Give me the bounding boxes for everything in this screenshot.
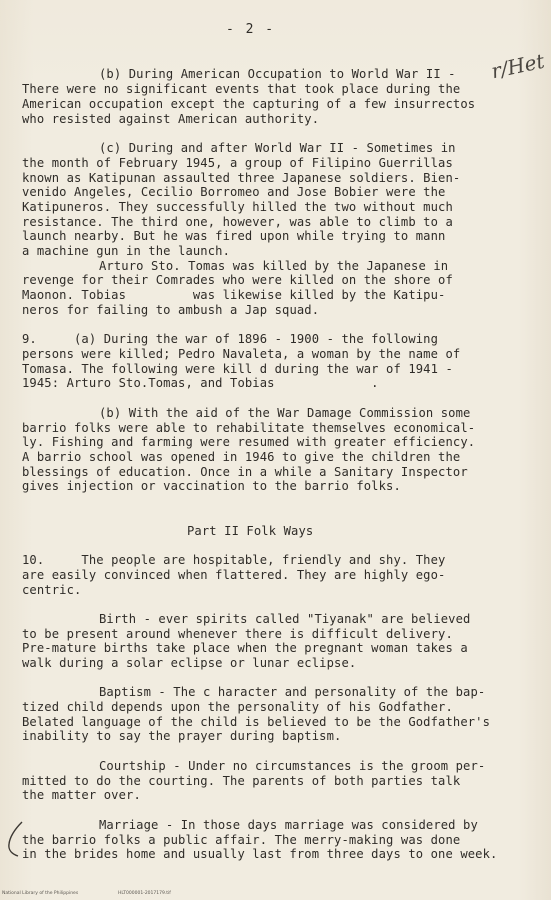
text-line: Maonon. Tobias was likewise killed by the Katipu- <box>22 288 446 302</box>
text-line: Baptism - The c haracter and personality of the bap- <box>99 685 486 699</box>
text-line: the month of February 1945, a group of Filipino Guerrillas <box>22 156 453 170</box>
text-line: resistance. The third one, however, was able to climb to a <box>22 215 453 229</box>
footer-file-id: HLT000001-2017179.tif <box>118 891 171 896</box>
text-line: blessings of education. Once in a while a Sanitary Inspector <box>22 465 468 479</box>
text-line: Birth - ever spirits called "Tiyanak" are believed <box>99 612 471 626</box>
text-line: There were no significant events that took place during the <box>22 82 461 96</box>
text-line: Belated language of the child is believed to be the Godfather's <box>22 715 491 729</box>
footer-library-credit: National Library of the Philippines <box>2 891 79 896</box>
text-line: Katipuneros. They successfully hilled the two without much <box>22 200 453 214</box>
text-line: who resisted against American authority. <box>22 112 320 126</box>
text-line: Pre-mature births take place when the pregnant woman takes a <box>22 641 468 655</box>
text-line: to be present around whenever there is difficult delivery. <box>22 627 453 641</box>
handwritten-margin-note: r/Het <box>489 48 547 84</box>
text-line: centric. <box>22 583 82 597</box>
text-line: mitted to do the courting. The parents of both parties talk <box>22 774 461 788</box>
text-line: (c) During and after World War II - Sometimes in <box>99 141 456 155</box>
text-line: barrio folks were able to rehabilitate themselves economical- <box>22 421 476 435</box>
text-line: Courtship - Under no circumstances is the groom per- <box>99 759 486 773</box>
text-line: 1945: Arturo Sto.Tomas, and Tobias . <box>22 376 379 390</box>
text-line: 9. (a) During the war of 1896 - 1900 - the following <box>22 332 439 346</box>
text-line: (b) During American Occupation to World War II - <box>99 67 456 81</box>
text-line: the barrio folks a public affair. The merry-making was done <box>22 833 461 847</box>
text-line: American occupation except the capturing of a few insurrectos <box>22 97 476 111</box>
text-line: venido Angeles, Cecilio Borromeo and Jose Bobier were the <box>22 185 446 199</box>
text-line: gives injection or vaccination to the barrio folks. <box>22 479 401 493</box>
text-line: 10. The people are hospitable, friendly and shy. They <box>22 553 446 567</box>
text-line: inability to say the prayer during baptism. <box>22 729 342 743</box>
text-line: are easily convinced when flattered. They are highly ego- <box>22 568 446 582</box>
text-line: known as Katipunan assaulted three Japanese soldiers. Bien- <box>22 171 461 185</box>
page-number: - 2 - <box>226 22 276 37</box>
text-line: ly. Fishing and farming were resumed with greater efficiency. <box>22 435 476 449</box>
text-line: neros for failing to ambush a Jap squad. <box>22 303 320 317</box>
text-line: Part II Folk Ways <box>187 524 314 538</box>
text-line: the matter over. <box>22 788 141 802</box>
text-line: revenge for their Comrades who were killed on the shore of <box>22 273 453 287</box>
text-line: walk during a solar eclipse or lunar eclipse. <box>22 656 357 670</box>
handwritten-mark-icon <box>4 820 30 860</box>
text-line: tized child depends upon the personality of his Godfather. <box>22 700 453 714</box>
text-line: launch nearby. But he was fired upon while trying to mann <box>22 229 446 243</box>
text-line: Tomasa. The following were kill d during the war of 1941 - <box>22 362 453 376</box>
text-line: a machine gun in the launch. <box>22 244 231 258</box>
text-line: (b) With the aid of the War Damage Commission some <box>99 406 471 420</box>
text-line: Arturo Sto. Tomas was killed by the Japanese in <box>99 259 449 273</box>
text-line: in the brides home and usually last from three days to one week. <box>22 847 498 861</box>
text-line: persons were killed; Pedro Navaleta, a woman by the name of <box>22 347 461 361</box>
text-line: A barrio school was opened in 1946 to give the children the <box>22 450 461 464</box>
text-line: Marriage - In those days marriage was considered by <box>99 818 478 832</box>
